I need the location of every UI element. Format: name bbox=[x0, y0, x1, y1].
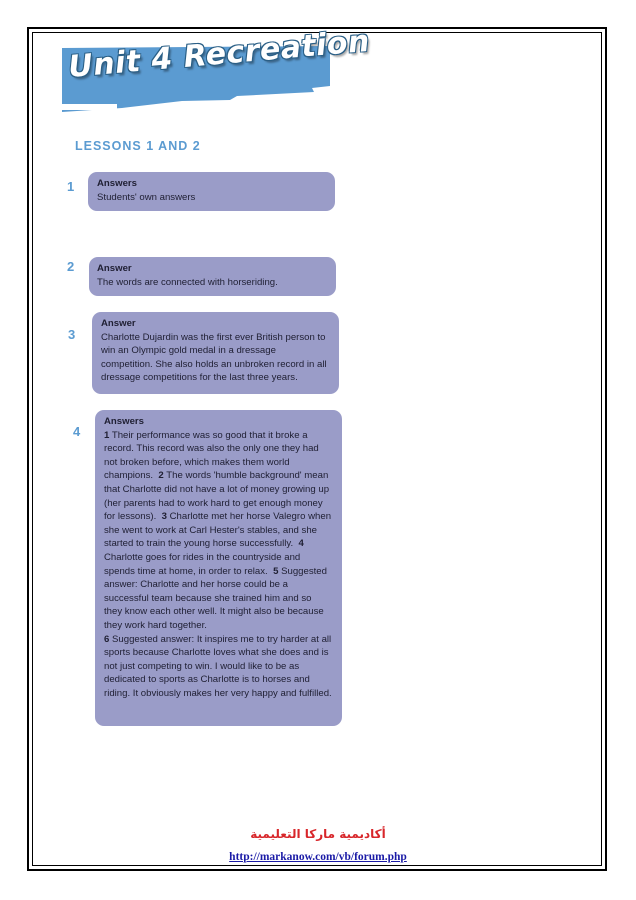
answer-text: Charlotte goes for rides in the countryside and spends time at home, in order to relax. bbox=[104, 551, 301, 577]
item-number: 4 bbox=[73, 424, 81, 439]
answer-paragraph bbox=[104, 429, 332, 633]
unit-title: Unit 4 Recreation bbox=[66, 23, 372, 85]
answer-number: 1 bbox=[104, 429, 110, 441]
answer-number: 4 bbox=[298, 538, 304, 550]
answer-number: 3 bbox=[161, 511, 167, 523]
answer-label: Answer bbox=[97, 263, 132, 274]
answer-number: 5 bbox=[273, 565, 279, 577]
section-heading: LESSONS 1 AND 2 bbox=[75, 139, 201, 153]
answer-box-4 bbox=[95, 410, 342, 726]
answer-text: Suggested answer: Charlotte and her horse could be a successful team because she trained him and so they know each other well. It might also be because they work hard together. bbox=[104, 565, 327, 631]
answer-label: Answers bbox=[104, 416, 144, 427]
answer-text: Their performance was so good that it broke a record. This record was also the only one they had not broken before, which makes them world champions. bbox=[104, 429, 319, 482]
answer-number: 6 bbox=[104, 633, 110, 645]
banner-stripe bbox=[62, 104, 117, 110]
footer-link[interactable]: http://markanow.com/vb/forum.php bbox=[229, 851, 407, 863]
answer-text: The words 'humble background' mean that Charlotte did not have a lot of money growing up (her parents had to work hard to get enough money for lessons). bbox=[104, 470, 330, 523]
answer-text: Charlotte met her horse Valegro when she went to work at Carl Hester's stables, and she started to train the young horse successfully. bbox=[104, 511, 332, 550]
answer-text: Students' own answers bbox=[97, 191, 196, 203]
answer-box-3 bbox=[92, 312, 339, 394]
footer-academy-name: أكاديمية ماركا التعليمية bbox=[250, 827, 386, 841]
item-number: 2 bbox=[67, 259, 75, 274]
answer-label: Answers bbox=[97, 178, 137, 189]
item-number: 3 bbox=[68, 327, 76, 342]
answer-paragraph bbox=[104, 633, 332, 701]
answer-box-1 bbox=[88, 172, 335, 211]
answer-text: Charlotte Dujardin was the first ever British person to win an Olympic gold medal in a dressage competition. She also holds an unbroken record in all dressage competitions for the last three years. bbox=[101, 331, 327, 384]
footer-link-wrapper bbox=[0, 847, 636, 865]
answer-text: The words are connected with horseriding. bbox=[97, 276, 278, 288]
answer-text: Suggested answer: It inspires me to try harder at all sports because Charlotte loves what she does and is not just competing to win. I would like to be as dedicated to sports as Charlotte is to horses and riding. It obviously makes her very happy and fulfilled. bbox=[104, 633, 332, 699]
item-number: 1 bbox=[67, 179, 75, 194]
answer-box-2 bbox=[89, 257, 336, 296]
answer-label: Answer bbox=[101, 318, 136, 329]
answer-number: 2 bbox=[158, 470, 164, 482]
